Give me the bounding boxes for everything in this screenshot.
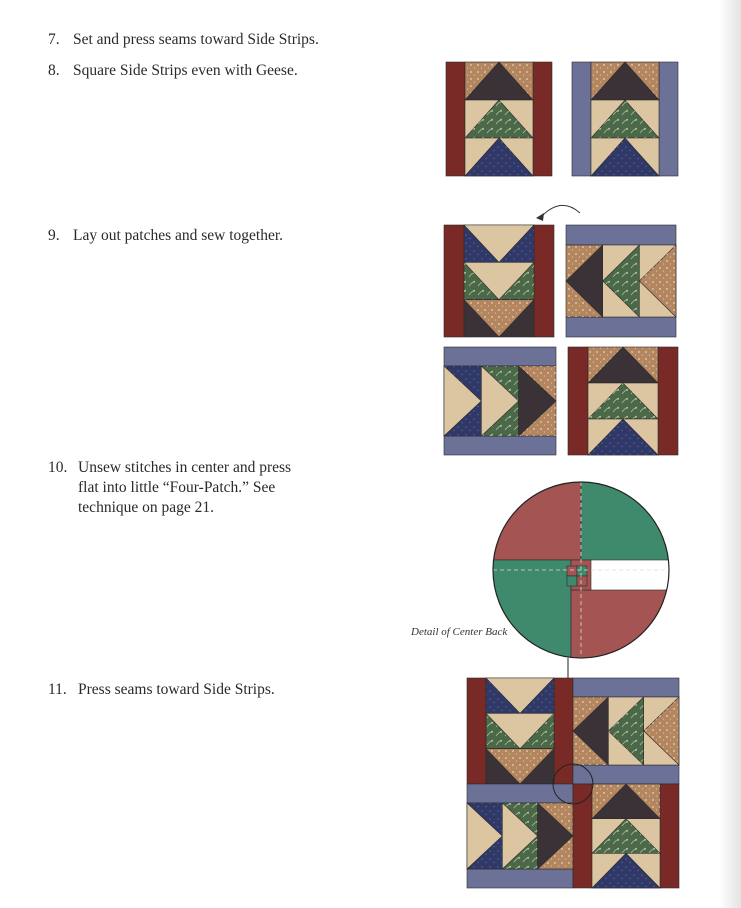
side-strip-right (658, 347, 678, 455)
mini-patch-1 (567, 566, 577, 576)
step-number: 7. (48, 31, 60, 48)
step-number: 11. (48, 681, 67, 698)
side-strip-left (568, 347, 588, 455)
side-strip-right (660, 784, 679, 888)
side-strip-bottom (444, 436, 556, 455)
step-8-figure (446, 62, 678, 176)
side-strip-top (573, 678, 679, 697)
side-strip-right (533, 62, 552, 176)
side-strip-top (467, 784, 573, 803)
side-strip-left (446, 62, 465, 176)
side-strip-bottom (573, 765, 679, 784)
step-text: Set and press seams toward Side Strips. (73, 31, 319, 48)
step-text-line: flat into little “Four-Patch.” See (78, 479, 276, 496)
step-text: Square Side Strips even with Geese. (73, 62, 298, 79)
side-strip-right (534, 225, 554, 337)
step-9-figure (444, 205, 678, 455)
four-patch-detail (493, 482, 669, 678)
step-text-line: Unsew stitches in center and press (78, 459, 292, 476)
side-strip-left (444, 225, 464, 337)
rotate-arrow (541, 205, 580, 217)
step-11-figure (467, 678, 679, 888)
mini-patch-3 (567, 576, 577, 586)
side-strip-left (573, 784, 592, 888)
quadrant-bottom-right (571, 590, 669, 678)
step-number: 9. (48, 227, 60, 244)
step-text: Lay out patches and sew together. (73, 227, 284, 244)
mini-patch-4 (577, 576, 587, 586)
step-text: Press seams toward Side Strips. (78, 681, 275, 698)
side-strip-right (659, 62, 678, 176)
step-text-line: technique on page 21. (78, 499, 215, 516)
side-strip-bottom (467, 869, 573, 888)
detail-caption: Detail of Center Back (411, 626, 508, 638)
side-strip-top (444, 347, 556, 366)
rotate-arrowhead (536, 213, 544, 221)
side-strip-left (467, 678, 486, 784)
step-number: 10. (48, 459, 68, 476)
side-strip-top (566, 225, 676, 245)
side-strip-right (554, 678, 573, 784)
side-strip-bottom (566, 317, 676, 337)
mini-patch-2 (577, 566, 587, 576)
step-number: 8. (48, 62, 60, 79)
side-strip-left (572, 62, 591, 176)
